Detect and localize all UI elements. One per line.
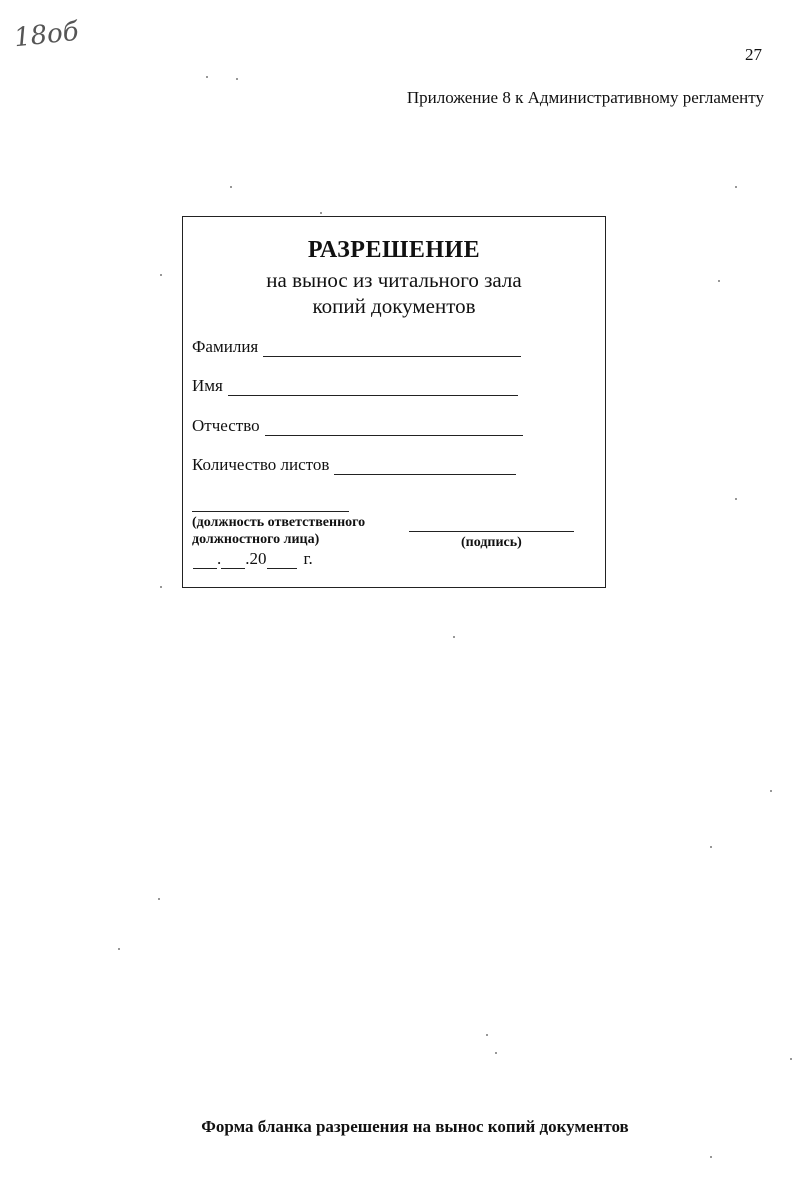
scan-speck bbox=[118, 948, 120, 950]
scan-speck bbox=[710, 846, 712, 848]
page-number: 27 bbox=[745, 45, 762, 64]
signature-blank-line[interactable] bbox=[409, 531, 574, 532]
patronymic-blank-line[interactable] bbox=[265, 417, 523, 436]
date-year-prefix: .20 bbox=[245, 549, 267, 568]
permit-form bbox=[182, 216, 606, 588]
scan-speck bbox=[790, 1058, 792, 1060]
date-day-blank[interactable] bbox=[193, 552, 217, 569]
scan-speck bbox=[735, 186, 737, 188]
sheets-count-field bbox=[192, 455, 516, 475]
scan-speck bbox=[160, 274, 162, 276]
sheets-count-label: Количество листов bbox=[192, 455, 330, 474]
scan-speck bbox=[495, 1052, 497, 1054]
date-month-blank[interactable] bbox=[221, 552, 245, 569]
date-field bbox=[193, 549, 313, 569]
position-caption-line1: (должность ответственного bbox=[192, 515, 366, 530]
scan-speck bbox=[718, 280, 720, 282]
scan-speck bbox=[320, 212, 322, 214]
patronymic-field bbox=[192, 416, 523, 436]
handwritten-sheet-note: 18об bbox=[12, 16, 81, 54]
scan-speck bbox=[158, 898, 160, 900]
position-caption bbox=[192, 514, 365, 548]
date-separator: . bbox=[217, 549, 222, 568]
name-field bbox=[192, 376, 518, 396]
surname-blank-line[interactable] bbox=[263, 338, 521, 357]
surname-field bbox=[192, 337, 521, 357]
appendix-title: Приложение 8 к Административному регламенту bbox=[406, 88, 764, 107]
position-blank-line[interactable] bbox=[192, 511, 349, 512]
position-caption-line2: должностного лица) bbox=[192, 532, 320, 547]
scan-speck bbox=[770, 790, 772, 792]
name-blank-line[interactable] bbox=[228, 377, 518, 396]
scan-speck bbox=[710, 1156, 712, 1158]
form-subtitle-line1: на вынос из читального зала bbox=[266, 268, 522, 292]
scan-speck bbox=[230, 186, 232, 188]
signature-caption: (подпись) bbox=[461, 535, 522, 550]
form-subtitle bbox=[183, 267, 605, 319]
date-year-blank[interactable] bbox=[267, 552, 297, 569]
scan-speck bbox=[453, 636, 455, 638]
surname-label: Фамилия bbox=[192, 337, 259, 356]
date-suffix: г. bbox=[303, 549, 313, 568]
form-caption: Форма бланка разрешения на вынос копий документов bbox=[201, 1117, 629, 1136]
patronymic-label: Отчество bbox=[192, 416, 260, 435]
scan-speck bbox=[160, 586, 162, 588]
scan-speck bbox=[236, 78, 238, 80]
form-title: РАЗРЕШЕНИЕ bbox=[307, 237, 481, 263]
sheets-count-blank-line[interactable] bbox=[334, 456, 516, 475]
scan-speck bbox=[735, 498, 737, 500]
scan-speck bbox=[206, 76, 208, 78]
form-subtitle-line2: копий документов bbox=[312, 294, 476, 318]
scan-speck bbox=[486, 1034, 488, 1036]
name-label: Имя bbox=[192, 376, 223, 395]
